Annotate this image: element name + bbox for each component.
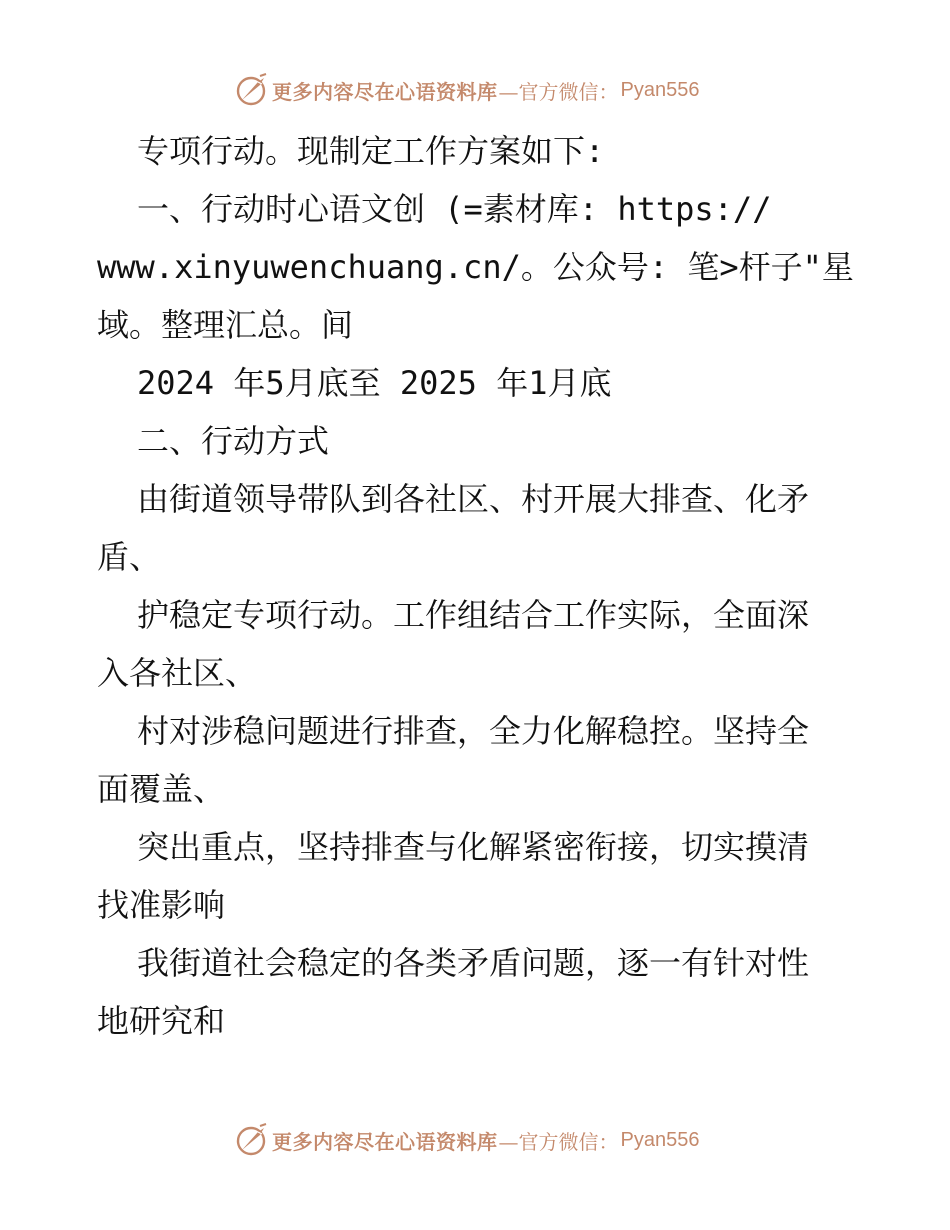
footer-watermark-text: 更多内容尽在心语资料库: [272, 1129, 498, 1154]
text-line: www.xinyuwenchuang.cn/。公众号: 笔>杆子"星: [97, 248, 854, 286]
header-watermark: [234, 72, 699, 108]
text-line: 找准影响: [97, 886, 226, 924]
footer-watermark-separator: —官方微信：: [498, 1129, 619, 1154]
text-line: 突出重点，坚持排查与化解紧密衔接，切实摸清: [137, 828, 810, 866]
pen-nib-in-circle-icon: [234, 72, 270, 108]
text-line: 盾、: [97, 538, 162, 576]
text-line: 一、行动时心语文创 (=素材库: https://: [137, 190, 772, 228]
text-line: 由街道领导带队到各社区、村开展大排查、化矛: [137, 480, 810, 518]
header-watermark-text: 更多内容尽在心语资料库: [272, 79, 498, 104]
text-line: 域。整理汇总。间: [97, 306, 354, 344]
text-line: 地研究和: [97, 1002, 226, 1040]
header-watermark-separator: —官方微信：: [498, 79, 619, 104]
text-line: 二、行动方式: [137, 422, 330, 460]
footer-wechat-handle: Pyan556: [620, 1128, 700, 1151]
text-line: 2024 年5月底至 2025 年1月底: [137, 364, 612, 402]
text-line: 我街道社会稳定的各类矛盾问题，逐一有针对性: [137, 944, 810, 982]
pen-nib-in-circle-icon: [234, 1122, 270, 1158]
text-line: 护稳定专项行动。工作组结合工作实际，全面深: [137, 596, 810, 634]
text-line: 村对涉稳问题进行排查，全力化解稳控。坚持全: [137, 712, 810, 750]
document-body: [97, 122, 857, 1050]
text-line: 面覆盖、: [97, 770, 226, 808]
footer-watermark: [234, 1122, 699, 1158]
text-line: 入各社区、: [97, 654, 258, 692]
header-wechat-handle: Pyan556: [620, 78, 700, 101]
text-line: 专项行动。现制定工作方案如下:: [137, 132, 605, 170]
